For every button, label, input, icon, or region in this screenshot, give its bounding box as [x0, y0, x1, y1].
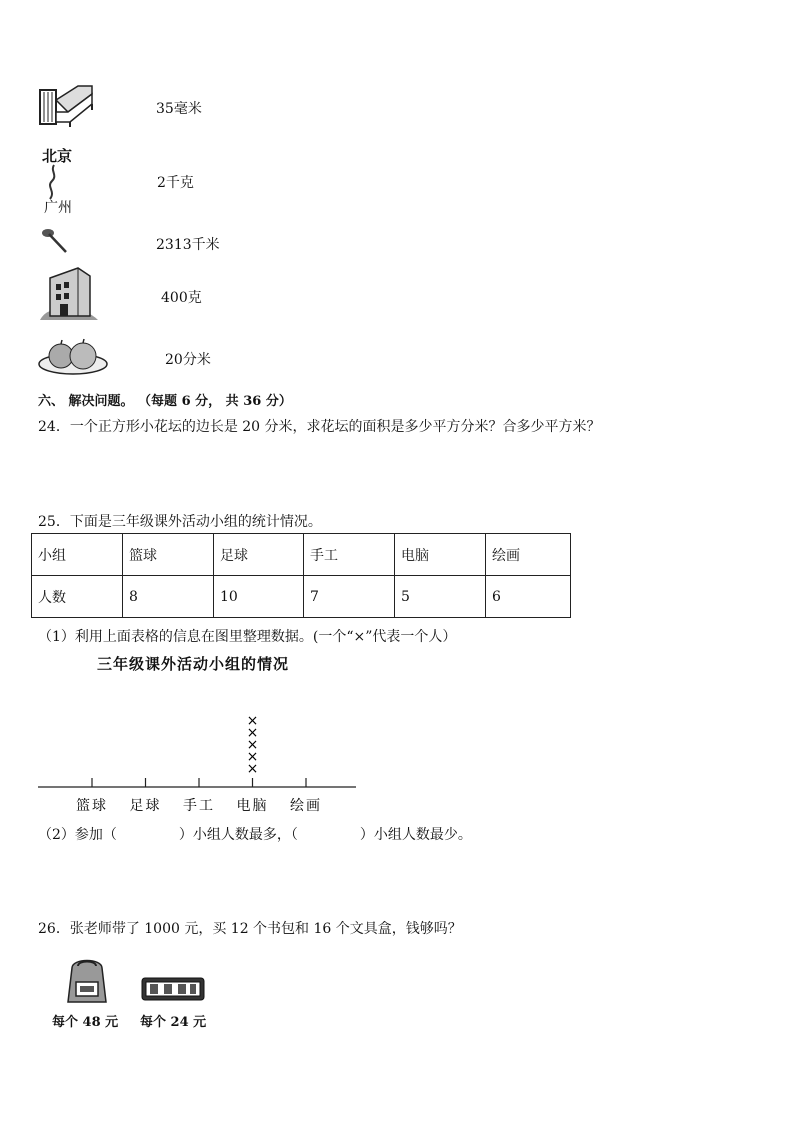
pencil-case-icon — [140, 972, 206, 1004]
match-value-3: 2313千米 — [156, 237, 220, 253]
category-label: 绘画 — [290, 798, 322, 814]
chart-title: 三年级课外活动小组的情况 — [97, 655, 290, 673]
tally-mark: × — [246, 761, 259, 777]
table-cell: 10 — [214, 576, 304, 618]
stats-table — [31, 533, 571, 618]
tally-mark: × — [246, 725, 259, 741]
match-value-2: 2千克 — [157, 175, 194, 191]
category-label: 手工 — [183, 798, 215, 814]
table-cell: 篮球 — [123, 534, 214, 576]
question-26: 26．张老师带了 1000 元，买 12 个书包和 16 个文具盒，钱够吗？ — [38, 921, 462, 937]
table-cell: 8 — [123, 576, 214, 618]
table-cell: 电脑 — [395, 534, 486, 576]
tally-mark: × — [246, 713, 259, 729]
backpack-icon — [62, 956, 112, 1006]
question-25-part-1: （1）利用上面表格的信息在图里整理数据。(一个“×”代表一个人） — [38, 629, 457, 645]
pencil-case-price: 每个 24 元 — [140, 1015, 207, 1030]
part2-text-c: ）小组人数最少。 — [359, 827, 472, 843]
backpack-price: 每个 48 元 — [52, 1015, 119, 1030]
fruit-plate-icon — [37, 336, 109, 376]
nail-icon — [40, 226, 70, 254]
table-cell: 人数 — [32, 576, 123, 618]
table-cell: 足球 — [214, 534, 304, 576]
part2-text-b: ）小组人数最多，（ — [178, 827, 298, 843]
part2-text-a: （2）参加（ — [38, 827, 117, 843]
pictograph-chart — [38, 700, 358, 820]
match-value-5: 20分米 — [165, 352, 211, 368]
category-label: 篮球 — [76, 798, 108, 814]
match-value-4: 400克 — [161, 290, 202, 306]
table-cell: 绘画 — [486, 534, 571, 576]
route-map-icon — [40, 145, 90, 215]
table-cell: 手工 — [304, 534, 395, 576]
table-cell: 5 — [395, 576, 486, 618]
question-24: 24．一个正方形小花坛的边长是 20 分米，求花坛的面积是多少平方分米？合多少平方米？ — [38, 419, 601, 435]
map-to-label: 广州 — [44, 200, 72, 216]
tally-mark: × — [246, 737, 259, 753]
question-25-part-2 — [38, 824, 472, 844]
category-label: 电脑 — [236, 798, 269, 814]
bed-icon — [38, 82, 94, 128]
map-from-label: 北京 — [42, 147, 73, 165]
question-25: 25．下面是三年级课外活动小组的统计情况。 — [38, 514, 322, 530]
table-cell: 小组 — [32, 534, 123, 576]
tally-mark: × — [246, 749, 259, 765]
table-row — [32, 576, 571, 618]
table-cell: 7 — [304, 576, 395, 618]
table-row — [32, 534, 571, 576]
section-heading: 六、 解决问题。 （每题 6 分， 共 36 分） — [38, 394, 292, 409]
table-cell: 6 — [486, 576, 571, 618]
match-value-1: 35毫米 — [156, 101, 202, 117]
building-icon — [38, 266, 100, 322]
category-label: 足球 — [129, 798, 162, 814]
